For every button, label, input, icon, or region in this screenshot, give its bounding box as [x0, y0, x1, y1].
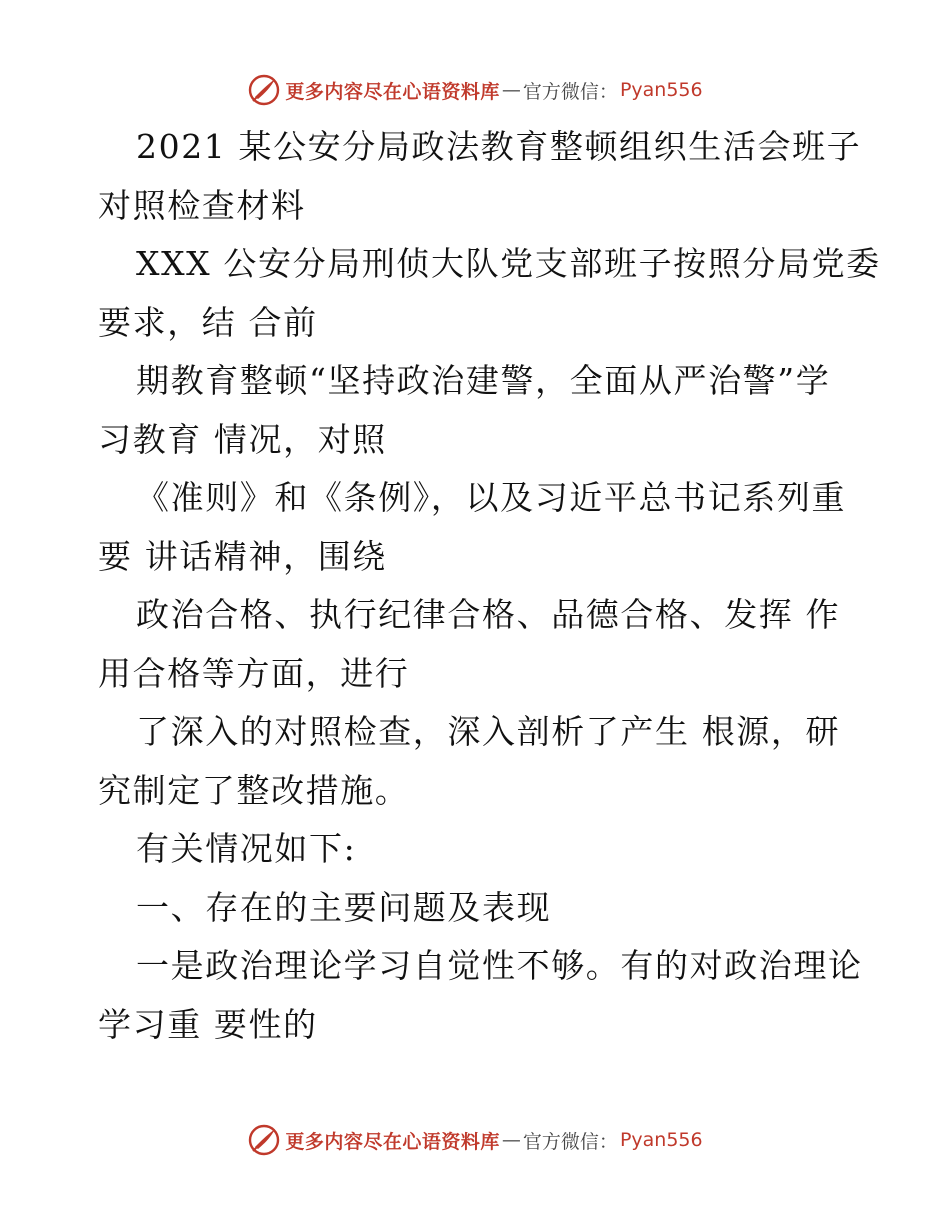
- watermark-official-label: 官方微信：: [522, 1130, 618, 1153]
- doc-line: 习教育 情况，对照: [98, 419, 387, 459]
- doc-line: 要 讲话精神，围绕: [98, 536, 387, 576]
- doc-line: 政治合格、执行纪律合格、品德合格、发挥 作: [136, 595, 841, 634]
- doc-line: 对照检查材料: [98, 185, 306, 225]
- doc-line: 2021 某公安分局政法教育整顿组织生活会班子: [136, 127, 862, 166]
- doc-line: 究制定了整改措施。: [98, 770, 410, 810]
- doc-line: XXX 公安分局刑侦大队党支部班子按照分局党委: [136, 244, 881, 283]
- quill-circle-logo-icon: [247, 73, 281, 107]
- doc-line: 用合格等方面，进行: [98, 653, 410, 693]
- watermark-wechat-id: Pyan556: [619, 79, 703, 101]
- footer-watermark: [0, 1120, 950, 1160]
- doc-line: 期教育整顿“坚持政治建警，全面从严治警”学: [136, 361, 831, 400]
- doc-line: 了深入的对照检查，深入剖析了产生 根源，研: [136, 712, 841, 751]
- doc-line: 《准则》和《条例》，以及习近平总书记系列重: [136, 478, 847, 517]
- doc-line: 要求，结 合前: [98, 302, 318, 342]
- doc-line: 学习重 要性的: [98, 1004, 318, 1044]
- doc-line: 有关情况如下:: [136, 829, 357, 868]
- header-watermark: [0, 70, 950, 110]
- watermark-brand: 更多内容尽在心语资料库: [285, 1130, 500, 1153]
- doc-line: 一、存在的主要问题及表现: [136, 887, 552, 927]
- watermark-separator: —: [501, 79, 521, 101]
- watermark-wechat-id: Pyan556: [619, 1129, 703, 1151]
- watermark-separator: —: [501, 1129, 521, 1151]
- watermark-official-label: 官方微信：: [522, 80, 618, 103]
- quill-circle-logo-icon: [247, 1123, 281, 1157]
- doc-line: 一是政治理论学习自觉性不够。有的对政治理论: [136, 946, 863, 985]
- document-body: [98, 118, 881, 1054]
- watermark-brand: 更多内容尽在心语资料库: [285, 80, 500, 103]
